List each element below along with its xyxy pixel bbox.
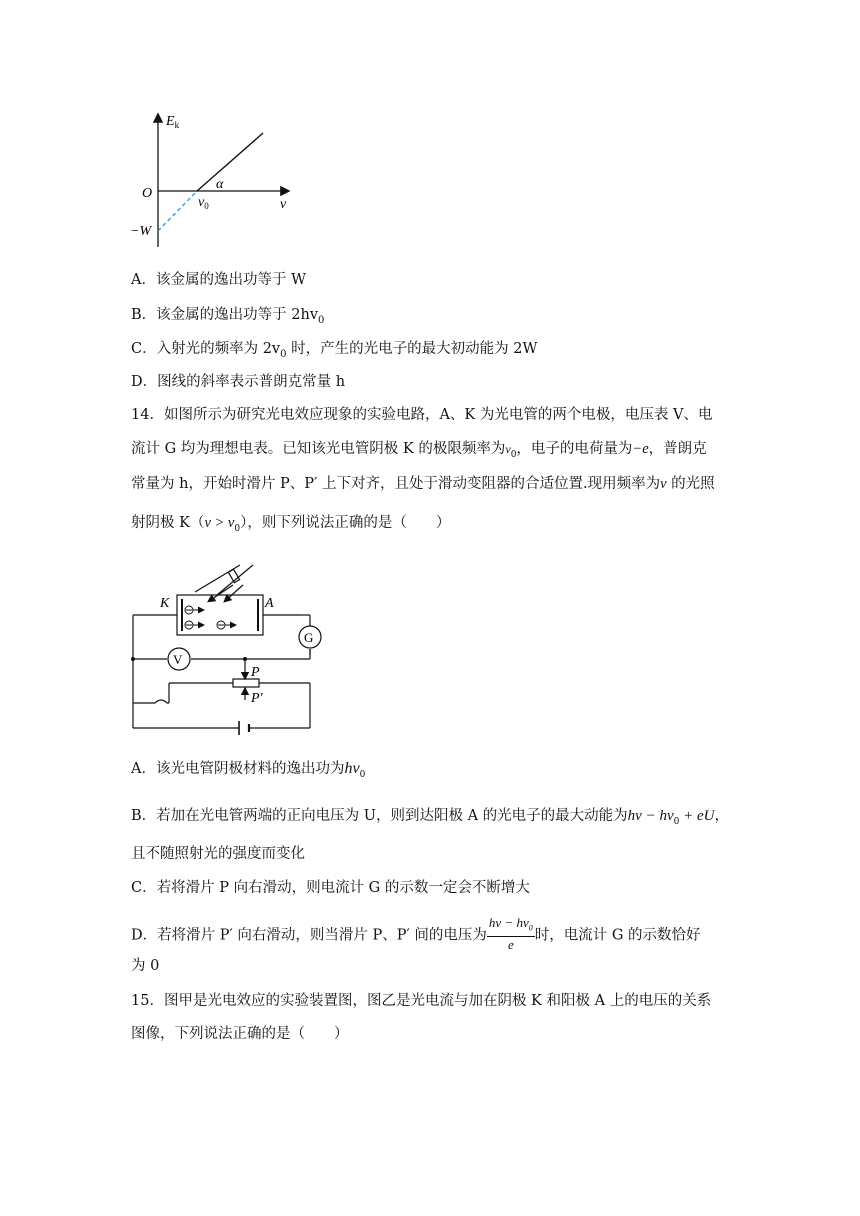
q13-option-d: D．图线的斜率表示普朗克常量 h (131, 374, 346, 390)
label-p: P (251, 665, 260, 680)
alpha-label: α (216, 177, 224, 192)
q14-option-b: B．若加在光电管两端的正向电压为 U，则到达阳极 A 的光电子的最大动能为$h\nu - h\nu_0$ + eU， (131, 808, 729, 827)
q13-option-b: B．该金属的逸出功等于 $2hv_0$ (131, 307, 325, 326)
q15-stem-line1: 15．图甲是光电效应的实验装置图，图乙是光电流与加在阴极 K 和阳极 A 上的电压的关系 (131, 993, 712, 1009)
y-axis-label: $E_k$ (166, 114, 180, 130)
label-v: V (173, 652, 183, 667)
extrapolation-dashed-line (158, 191, 197, 231)
label-g: G (304, 630, 314, 645)
neg-w-label: −W (130, 224, 152, 239)
q15-stem-line2: 图像，下列说法正确的是（ ） (131, 1026, 349, 1042)
v0-label: $v_0$ (198, 195, 209, 211)
q14-option-c: C．若将滑片 P 向右滑动，则电流计 G 的示数一定会不断增大 (131, 880, 530, 896)
label-a: A (265, 596, 274, 611)
q13-option-a: A．该金属的逸出功等于 W (131, 272, 306, 288)
ek-frequency-graph (130, 105, 300, 255)
q14-stem-line3: 常量为 h，开始时滑片 P、P′ 上下对齐，且处于滑动变阻器的合适位置.现用频率为ν 的光照 (131, 476, 715, 492)
x-axis-label: v (280, 197, 287, 212)
q14-stem-line4: 射阴极 $K(\nu > \nu_0)$，则下列说法正确的是（ ） (131, 515, 451, 534)
q14-stem-line1: 14．如图所示为研究光电效应现象的实验电路，A、K 为光电管的两个电极，电压表 V、电 (131, 407, 713, 423)
q14-option-d: D．若将滑片 P′ 向右滑动，则当滑片 P、P′ 间的电压为 $\frac{h\nu - h\nu_0}{e}$ 时，电流计 G 的示数恰好 (131, 915, 701, 952)
photoelectric-circuit-diagram (125, 555, 335, 740)
ek-line (197, 133, 263, 191)
label-p-prime: P′ (251, 691, 263, 706)
q14-option-d-line2: 为 0 (131, 958, 160, 974)
origin-label: O (142, 186, 153, 201)
q14-stem-line2: 流计 G 均为理想电表。已知该光电管阴极 K 的极限频率为$\nu_0$，电子的电荷量为−e，普朗克 (131, 441, 707, 460)
q14-option-a: A．该光电管阴极材料的逸出功为$h\nu_0$ (131, 760, 366, 780)
voltage-fraction: $\frac{h\nu - h\nu_0}{e}$ (488, 915, 533, 952)
q14-option-b-line2: 且不随照射光的强度而变化 (131, 846, 305, 862)
label-k: K (160, 596, 170, 611)
q13-option-c: C．入射光的频率为 $2v_0$ 时，产生的光电子的最大初动能为 2W (131, 341, 538, 360)
